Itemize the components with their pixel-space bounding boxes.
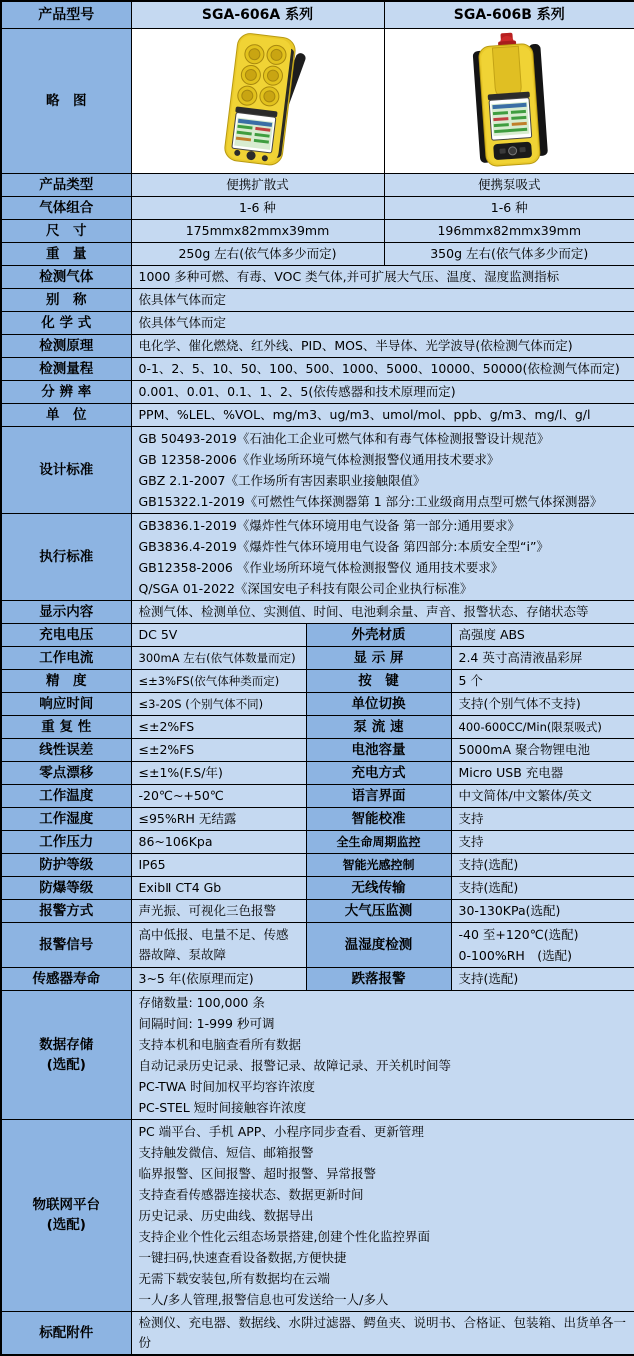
table-row (1, 715, 634, 738)
row-value: ≤±2%FS (131, 738, 306, 761)
feature-line: 间隔时间: 1-999 秒可调 (138, 1015, 275, 1031)
row-label: 线性误差 (1, 738, 131, 761)
row-value: IP65 (131, 853, 306, 876)
row-label-data-storage (1, 990, 131, 1119)
row-label: 报警信号 (1, 922, 131, 967)
value-b: 196mmx82mmx39mm (384, 219, 634, 242)
feature-line: 一人/多人管理,报警信息也可发送给一人/多人 (138, 1291, 389, 1307)
row-label-product-model: 产品型号 (1, 1, 131, 28)
row-label: 充电方式 (306, 761, 451, 784)
feature-line: 自动记录历史记录、报警记录、故障记录、开关机时间等 (138, 1057, 452, 1073)
table-row (1, 646, 634, 669)
row-value: 3~5 年(依原理而定) (131, 967, 306, 990)
row-label: 重 量 (1, 242, 131, 265)
row-label: 工作压力 (1, 830, 131, 853)
row-label: 别 称 (1, 288, 131, 311)
table-row (1, 876, 634, 899)
accessories-value: 检测仪、充电器、数据线、水阱过滤器、鳄鱼夹、说明书、合格证、包装箱、出货单各一份 (131, 1311, 634, 1355)
row-value: 高中低报、电量不足、传感器故障、泵故障 (131, 922, 306, 967)
row-label-accessories: 标配附件 (1, 1311, 131, 1355)
standard-line: GB 50493-2019《石油化工企业可燃气体和有毒气体检测报警设计规范》 (138, 430, 550, 446)
device-b-image (446, 31, 572, 167)
row-value: PPM、%LEL、%VOL、mg/m3、ug/m3、umol/mol、ppb、g/m3、mg/l、g/l (131, 403, 634, 426)
row-label: 显 示 屏 (306, 646, 451, 669)
standard-line: GB 12358-2006《作业场所环境气体检测报警仪通用技术要求》 (138, 451, 500, 467)
table-row (1, 196, 634, 219)
row-label: 重 复 性 (1, 715, 131, 738)
row-value: 5 个 (451, 669, 634, 692)
row-value: 高强度 ABS (451, 623, 634, 646)
table-row (1, 403, 634, 426)
table-row (1, 784, 634, 807)
display-content-value: 检测气体、检测单位、实测值、时间、电池剩余量、声音、报警状态、存储状态等 (131, 600, 634, 623)
standard-line: GBZ 2.1-2007《工作场所有害因素职业接触限值》 (138, 472, 426, 488)
row-label: 报警方式 (1, 899, 131, 922)
row-label: 智能校准 (306, 807, 451, 830)
label-line: 物联网平台 (32, 1197, 100, 1213)
row-label-iot-platform (1, 1119, 131, 1311)
row-value (451, 922, 634, 967)
value-line: -40 至+120℃(选配) (458, 926, 579, 942)
feature-line: 存储数量: 100,000 条 (138, 994, 265, 1010)
row-label: 语言界面 (306, 784, 451, 807)
standard-line: GB3836.1-2019《爆炸性气体环境用电气设备 第一部分:通用要求》 (138, 517, 521, 533)
row-label: 无线传输 (306, 876, 451, 899)
row-label: 产品类型 (1, 173, 131, 196)
row-label: 电池容量 (306, 738, 451, 761)
feature-line: 临界报警、区间报警、超时报警、异常报警 (138, 1165, 377, 1181)
row-value: 5000mA 聚合物锂电池 (451, 738, 634, 761)
row-value: 中文简体/中文繁体/英文 (451, 784, 634, 807)
row-value: 400-600CC/Min(限泵吸式) (451, 715, 634, 738)
table-row (1, 513, 634, 600)
feature-line: 支持触发微信、短信、邮箱报警 (138, 1144, 314, 1160)
standard-line: Q/SGA 01-2022《深国安电子科技有限公司企业执行标准》 (138, 580, 473, 596)
feature-line: PC 端平台、手机 APP、小程序同步查看、更新管理 (138, 1123, 424, 1139)
value-a: 175mmx82mmx39mm (131, 219, 384, 242)
row-value: 300mA 左右(依气体数量而定) (131, 646, 306, 669)
model-b-title: SGA-606B 系列 (384, 1, 634, 28)
row-label: 检测气体 (1, 265, 131, 288)
feature-line: PC-TWA 时间加权平均容许浓度 (138, 1078, 315, 1094)
feature-line: 无需下载安装包,所有数据均在云端 (138, 1270, 330, 1286)
feature-line: PC-STEL 短时间接触容许浓度 (138, 1099, 307, 1115)
standard-line: GB3836.4-2019《爆炸性气体环境用电气设备 第四部分:本质安全型“i”》 (138, 538, 549, 554)
device-a-image (195, 31, 321, 167)
row-label: 尺 寸 (1, 219, 131, 242)
row-label-display-content: 显示内容 (1, 600, 131, 623)
row-label: 检测原理 (1, 334, 131, 357)
label-line: 数据存储 (39, 1036, 94, 1053)
feature-line: 历史记录、历史曲线、数据导出 (138, 1207, 314, 1223)
row-label: 跌落报警 (306, 967, 451, 990)
row-value: 30-130KPa(选配) (451, 899, 634, 922)
row-value: 支持(选配) (451, 967, 634, 990)
table-row (1, 899, 634, 922)
row-label: 响应时间 (1, 692, 131, 715)
feature-line: 支持企业个性化云组态场景搭建,创建个性化监控界面 (138, 1228, 430, 1244)
row-label: 分 辨 率 (1, 380, 131, 403)
row-value: ≤±3%FS(依气体种类而定) (131, 669, 306, 692)
table-row (1, 311, 634, 334)
table-row (1, 357, 634, 380)
row-label: 工作湿度 (1, 807, 131, 830)
table-row (1, 990, 634, 1119)
row-label: 单位切换 (306, 692, 451, 715)
row-label: 温湿度检测 (306, 922, 451, 967)
exec-standard-value (131, 513, 634, 600)
row-value: ExibⅡ CT4 Gb (131, 876, 306, 899)
row-label: 精 度 (1, 669, 131, 692)
sketch-cell-b (384, 28, 634, 173)
row-value: ≤±1%(F.S/年) (131, 761, 306, 784)
table-row (1, 242, 634, 265)
row-label: 化 学 式 (1, 311, 131, 334)
row-value: 支持 (451, 830, 634, 853)
table-row (1, 669, 634, 692)
feature-line: 支持查看传感器连接状态、数据更新时间 (138, 1186, 364, 1202)
row-value: ≤3-20S (个别气体不同) (131, 692, 306, 715)
table-row (1, 219, 634, 242)
row-value: 0-1、2、5、10、50、100、500、1000、5000、10000、50000(依检测气体而定) (131, 357, 634, 380)
value-b: 1-6 种 (384, 196, 634, 219)
row-label: 零点漂移 (1, 761, 131, 784)
value-b: 便携泵吸式 (384, 173, 634, 196)
row-label: 传感器寿命 (1, 967, 131, 990)
row-label-design-standard: 设计标准 (1, 426, 131, 513)
table-row (1, 761, 634, 784)
label-line: (选配) (46, 1217, 86, 1233)
table-row (1, 623, 634, 646)
table-row (1, 738, 634, 761)
row-label-sketch: 略 图 (1, 28, 131, 173)
feature-line: 支持本机和电脑查看所有数据 (138, 1036, 302, 1052)
row-value: 声光振、可视化三色报警 (131, 899, 306, 922)
row-label: 工作电流 (1, 646, 131, 669)
value-a: 1-6 种 (131, 196, 384, 219)
row-value: 支持 (451, 807, 634, 830)
row-label: 气体组合 (1, 196, 131, 219)
table-row (1, 380, 634, 403)
label-line: (选配) (46, 1056, 86, 1073)
row-label: 检测量程 (1, 357, 131, 380)
data-storage-value (131, 990, 634, 1119)
row-value: 0.001、0.01、0.1、1、2、5(依传感器和技术原理而定) (131, 380, 634, 403)
table-row (1, 830, 634, 853)
model-a-title: SGA-606A 系列 (131, 1, 384, 28)
sketch-cell-a (131, 28, 384, 173)
row-label: 全生命周期监控 (306, 830, 451, 853)
row-value: ≤95%RH 无结露 (131, 807, 306, 830)
row-value: 支持(选配) (451, 853, 634, 876)
iot-platform-value (131, 1119, 634, 1311)
table-row (1, 1311, 634, 1355)
row-label-exec-standard: 执行标准 (1, 513, 131, 600)
row-label: 防护等级 (1, 853, 131, 876)
table-row (1, 28, 634, 173)
table-row (1, 426, 634, 513)
table-row (1, 692, 634, 715)
row-value: 支持(个别气体不支持) (451, 692, 634, 715)
row-value: 支持(选配) (451, 876, 634, 899)
table-row (1, 334, 634, 357)
table-row (1, 288, 634, 311)
standard-line: GB15322.1-2019《可燃性气体探测器第 1 部分:工业级商用点型可燃气体探测器》 (138, 493, 603, 509)
row-label: 外壳材质 (306, 623, 451, 646)
design-standard-value (131, 426, 634, 513)
row-value: 86~106Kpa (131, 830, 306, 853)
row-value: 电化学、催化燃烧、红外线、PID、MOS、半导体、光学波导(依检测气体而定) (131, 334, 634, 357)
table-row (1, 853, 634, 876)
row-value: 依具体气体而定 (131, 311, 634, 334)
row-value: DC 5V (131, 623, 306, 646)
row-value: -20℃~+50℃ (131, 784, 306, 807)
row-label: 按 键 (306, 669, 451, 692)
row-label: 泵 流 速 (306, 715, 451, 738)
row-value: 依具体气体而定 (131, 288, 634, 311)
table-row (1, 1, 634, 28)
table-row (1, 173, 634, 196)
table-row (1, 1119, 634, 1311)
row-value: ≤±2%FS (131, 715, 306, 738)
row-label: 单 位 (1, 403, 131, 426)
table-row (1, 922, 634, 967)
table-row (1, 967, 634, 990)
row-label: 工作温度 (1, 784, 131, 807)
value-line: 0-100%RH (选配) (458, 947, 573, 963)
row-label: 防爆等级 (1, 876, 131, 899)
row-value: Micro USB 充电器 (451, 761, 634, 784)
row-label: 智能光感控制 (306, 853, 451, 876)
value-a: 250g 左右(依气体多少而定) (131, 242, 384, 265)
row-value: 2.4 英寸高清液晶彩屏 (451, 646, 634, 669)
standard-line: GB12358-2006 《作业场所环境气体检测报警仪 通用技术要求》 (138, 559, 504, 575)
table-row (1, 807, 634, 830)
feature-line: 一键扫码,快速查看设备数据,方便快捷 (138, 1249, 347, 1265)
table-row (1, 600, 634, 623)
row-value: 1000 多种可燃、有毒、VOC 类气体,并可扩展大气压、温度、湿度监测指标 (131, 265, 634, 288)
value-b: 350g 左右(依气体多少而定) (384, 242, 634, 265)
value-a: 便携扩散式 (131, 173, 384, 196)
row-label: 充电电压 (1, 623, 131, 646)
table-row (1, 265, 634, 288)
row-label: 大气压监测 (306, 899, 451, 922)
